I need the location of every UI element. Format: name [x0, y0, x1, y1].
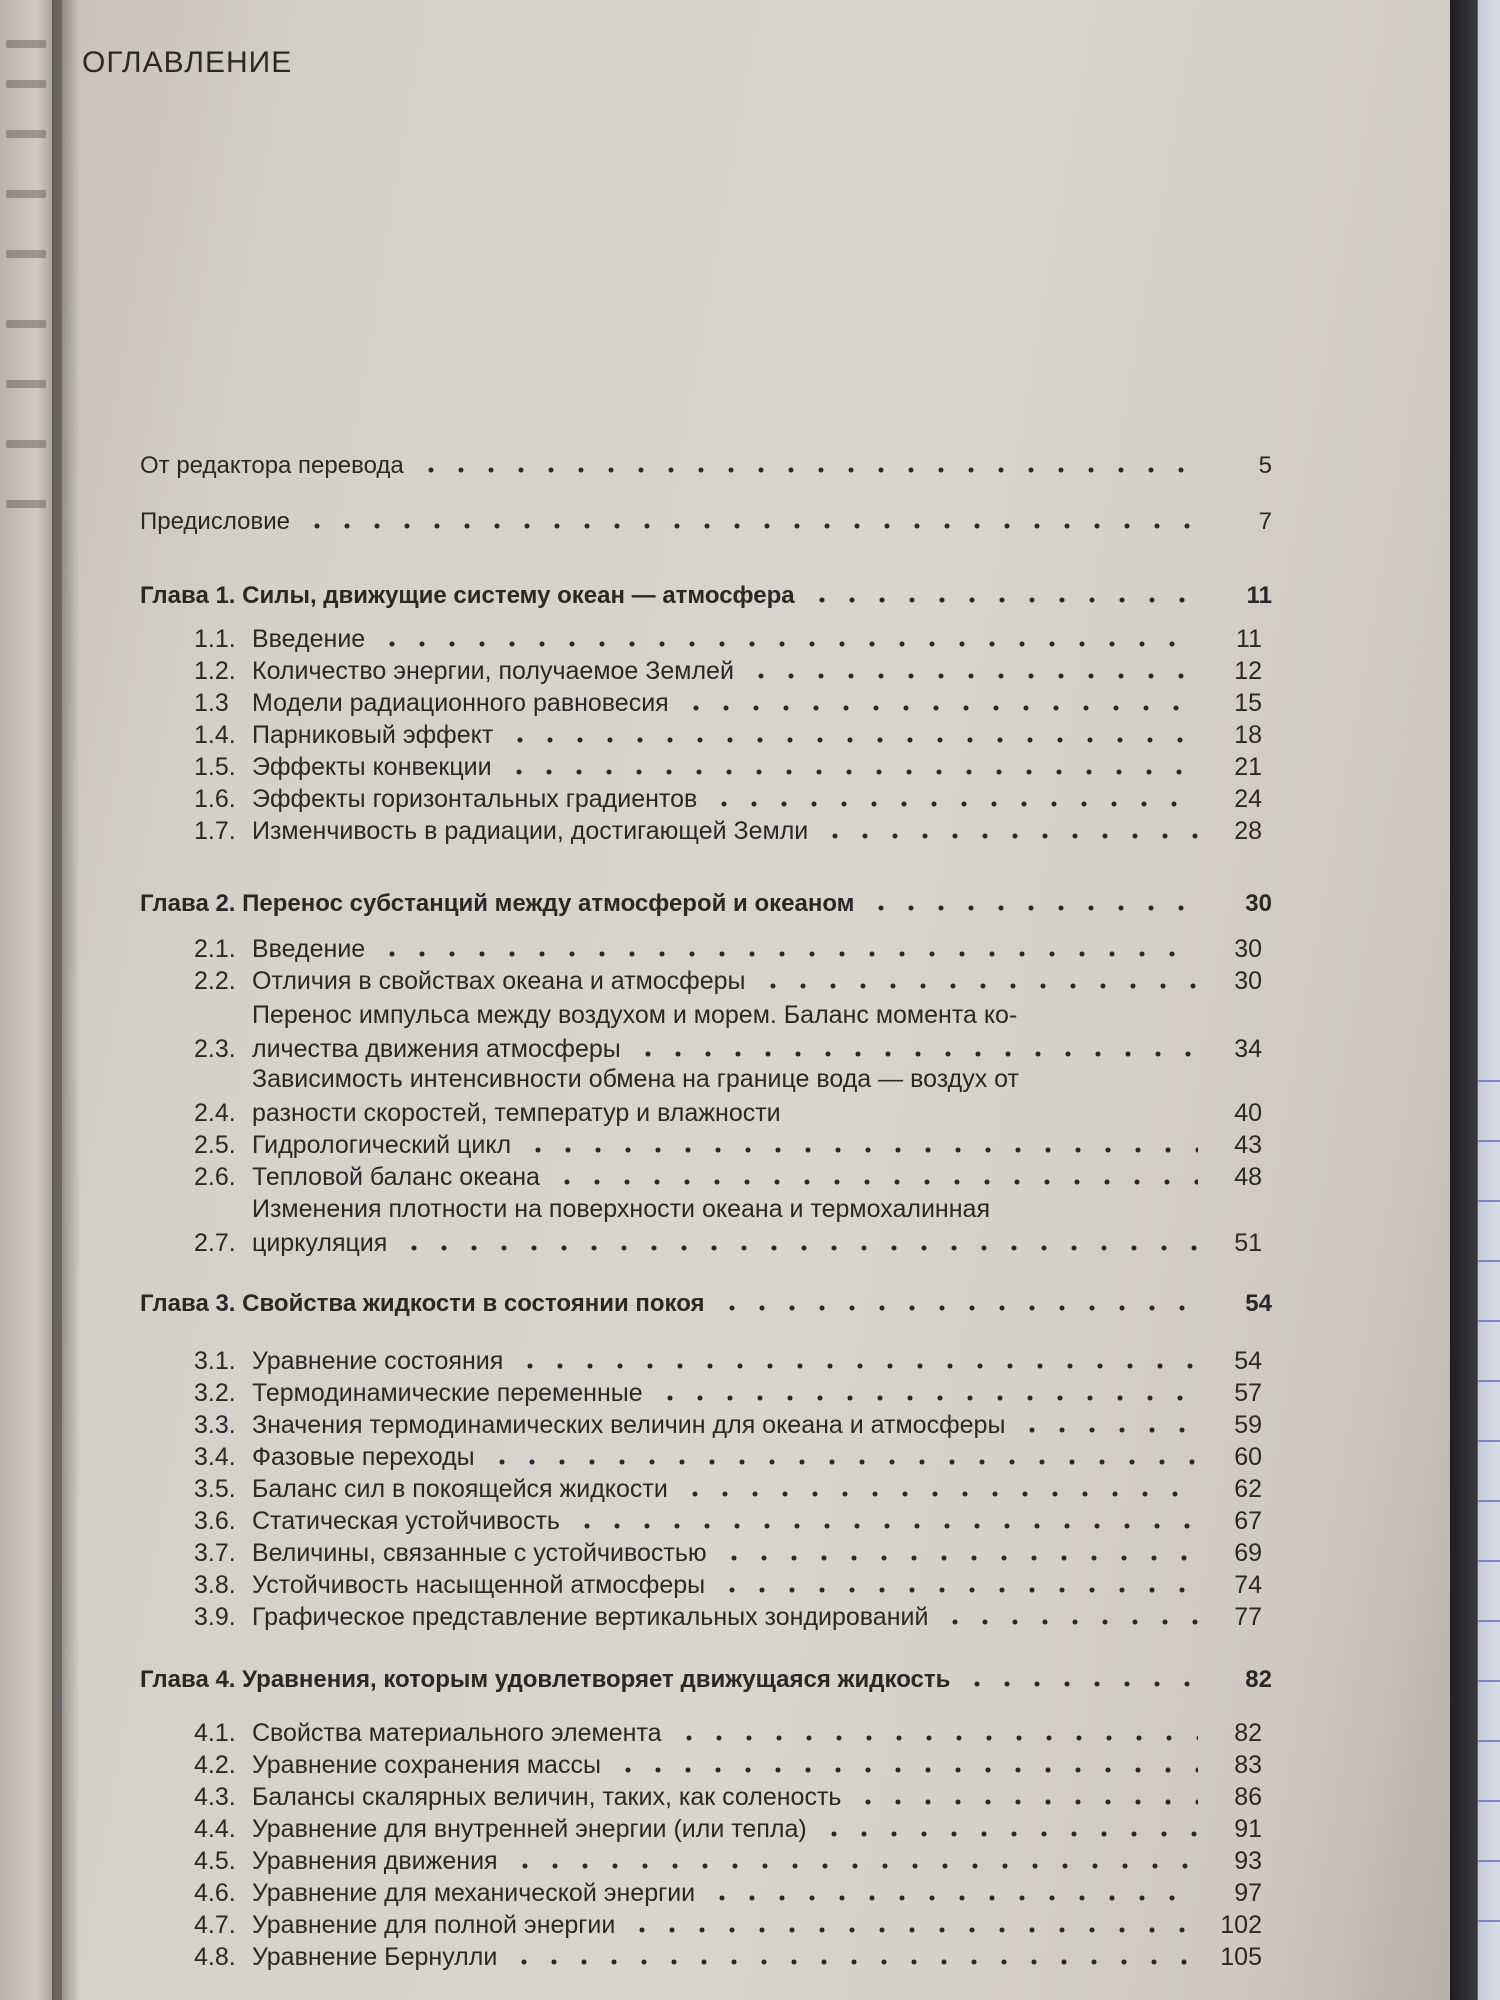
toc-section-4-2[interactable]	[194, 1746, 1262, 1780]
page-number: 97	[1234, 1879, 1262, 1907]
dot-leader	[807, 596, 1208, 604]
section-number: 4.7.	[194, 1911, 236, 1939]
chapter-title: Глава 1. Силы, движущие систему океан — атмосфера	[140, 582, 795, 609]
page-number: 18	[1234, 721, 1262, 749]
toc-section-1-1[interactable]	[194, 620, 1262, 654]
spine-shadow	[52, 0, 80, 2000]
section-number: 3.6.	[194, 1507, 236, 1535]
page-number: 54	[1234, 1347, 1262, 1375]
section-number: 2.5.	[194, 1131, 236, 1159]
toc-section-2-4[interactable]	[194, 1060, 1262, 1128]
dot-leader	[853, 1798, 1198, 1806]
toc-section-3-5[interactable]	[194, 1470, 1262, 1504]
dot-leader	[655, 1394, 1198, 1402]
page-number: 11	[1246, 582, 1272, 609]
section-number: 1.5.	[194, 753, 236, 781]
entry-title: Устойчивость насыщенной атмосферы	[252, 1571, 706, 1599]
section-number: 1.7.	[194, 817, 236, 845]
dot-leader	[523, 1146, 1198, 1154]
entry-title: Изменчивость в радиации, достигающей Земли	[252, 817, 809, 845]
page-number: 28	[1234, 817, 1262, 845]
entry-title: разности скоростей, температур и влажности	[252, 1099, 781, 1127]
section-number: 4.3.	[194, 1783, 236, 1811]
dot-leader	[709, 800, 1198, 808]
toc-section-3-7[interactable]	[194, 1534, 1262, 1568]
entry-title: Статическая устойчивость	[252, 1507, 560, 1535]
toc-section-4-5[interactable]	[194, 1842, 1262, 1876]
page-number: 82	[1234, 1719, 1262, 1747]
toc-section-2-2[interactable]	[194, 962, 1262, 996]
entry-title: Графическое представление вертикальных зондирований	[252, 1603, 929, 1631]
toc-chapter-4[interactable]	[140, 1660, 1272, 1694]
page-number: 62	[1234, 1475, 1262, 1503]
toc-section-3-4[interactable]	[194, 1438, 1262, 1472]
dot-leader	[487, 1458, 1198, 1466]
dot-leader	[1017, 1426, 1198, 1434]
entry-title: Уравнение для внутренней энергии (или тепла)	[252, 1815, 807, 1843]
section-number: 3.5.	[194, 1475, 236, 1503]
page-number: 93	[1234, 1847, 1262, 1875]
page-number: 51	[1234, 1229, 1262, 1257]
entry-title: Уравнения движения	[252, 1847, 498, 1875]
section-number: 3.9.	[194, 1603, 236, 1631]
page-number: 5	[1258, 452, 1272, 479]
entry-title: Отличия в свойствах океана и атмосферы	[252, 967, 746, 995]
toc-section-3-3[interactable]	[194, 1406, 1262, 1440]
dot-leader	[866, 904, 1208, 912]
page-number: 91	[1234, 1815, 1262, 1843]
section-number: 4.4.	[194, 1815, 236, 1843]
dot-leader	[681, 704, 1198, 712]
toc-section-4-8[interactable]	[194, 1938, 1262, 1972]
dot-leader	[746, 672, 1198, 680]
dot-leader	[674, 1734, 1198, 1742]
chapter-title: Глава 4. Уравнения, которым удовлетворяет движущаяся жидкость	[140, 1666, 951, 1693]
toc-section-4-7[interactable]	[194, 1906, 1262, 1940]
entry-title: Эффекты конвекции	[252, 753, 492, 781]
section-number: 3.1.	[194, 1347, 236, 1375]
entry-title: Уравнение Бернулли	[252, 1943, 498, 1971]
dot-leader	[717, 1304, 1208, 1312]
page-number: 30	[1234, 967, 1262, 995]
section-number: 2.7.	[194, 1229, 236, 1257]
page-number: 105	[1220, 1943, 1262, 1971]
dot-leader	[940, 1618, 1198, 1626]
dot-leader	[510, 1862, 1198, 1870]
section-number: 4.6.	[194, 1879, 236, 1907]
section-number: 3.7.	[194, 1539, 236, 1567]
toc-section-1-4[interactable]	[194, 716, 1262, 750]
entry-title: Балансы скалярных величин, таких, как соленость	[252, 1783, 842, 1811]
section-number: 1.4.	[194, 721, 236, 749]
page-number: 11	[1236, 625, 1262, 653]
page-number: 54	[1245, 1290, 1272, 1317]
section-number: 1.3	[194, 689, 229, 717]
entry-title: Уравнение для механической энергии	[252, 1879, 696, 1907]
toc-section-3-9[interactable]	[194, 1598, 1262, 1632]
page-number: 59	[1234, 1411, 1262, 1439]
page-number: 57	[1234, 1379, 1262, 1407]
dot-leader	[399, 1244, 1198, 1252]
page-number: 21	[1234, 753, 1262, 781]
toc-section-1-5[interactable]	[194, 748, 1262, 782]
toc-section-1-6[interactable]	[194, 780, 1262, 814]
notebook-edge	[1450, 0, 1500, 2000]
toc-section-4-6[interactable]	[194, 1874, 1262, 1908]
dot-leader	[509, 1958, 1198, 1966]
toc-section-2-1[interactable]	[194, 930, 1262, 964]
entry-title: Значения термодинамических величин для океана и атмосферы	[252, 1411, 1006, 1439]
dot-leader	[613, 1766, 1198, 1774]
page-number: 30	[1245, 890, 1272, 917]
toc-entry-editor-preface[interactable]	[140, 446, 1272, 480]
dot-leader	[707, 1894, 1198, 1902]
page-number: 77	[1234, 1603, 1262, 1631]
dot-leader	[552, 1178, 1198, 1186]
dot-leader	[416, 466, 1208, 474]
entry-title: От редактора перевода	[140, 452, 404, 479]
section-number: 1.6.	[194, 785, 236, 813]
dot-leader	[633, 1050, 1198, 1058]
entry-title: Свойства материального элемента	[252, 1719, 662, 1747]
dot-leader	[377, 950, 1198, 958]
toc-section-2-3[interactable]	[194, 996, 1262, 1064]
dot-leader	[627, 1926, 1198, 1934]
page-number: 15	[1234, 689, 1262, 717]
entry-title: Уравнение сохранения массы	[252, 1751, 601, 1779]
page-number: 12	[1234, 657, 1262, 685]
dot-leader	[377, 640, 1198, 648]
section-number: 3.8.	[194, 1571, 236, 1599]
toc-section-4-4[interactable]	[194, 1810, 1262, 1844]
toc-section-3-1[interactable]	[194, 1342, 1262, 1376]
page-number: 34	[1234, 1035, 1262, 1063]
toc-chapter-2[interactable]	[140, 884, 1272, 918]
dot-leader	[819, 1830, 1198, 1838]
section-number: 1.2.	[194, 657, 236, 685]
section-number: 3.2.	[194, 1379, 236, 1407]
toc-section-3-8[interactable]	[194, 1566, 1262, 1600]
toc-section-1-2[interactable]	[194, 652, 1262, 686]
entry-title: Уравнение состояния	[252, 1347, 504, 1375]
page-number: 48	[1234, 1163, 1262, 1191]
entry-title: Модели радиационного равновесия	[252, 689, 669, 717]
page-number: 86	[1234, 1783, 1262, 1811]
section-number: 2.2.	[194, 967, 236, 995]
entry-title: Эффекты горизонтальных градиентов	[252, 785, 698, 813]
toc-section-3-2[interactable]	[194, 1374, 1262, 1408]
toc-section-2-5[interactable]	[194, 1126, 1262, 1160]
dot-leader	[758, 982, 1198, 990]
page-number: 43	[1234, 1131, 1262, 1159]
dot-leader	[505, 736, 1198, 744]
page-number: 24	[1234, 785, 1262, 813]
entry-title: Парниковый эффект	[252, 721, 494, 749]
entry-title: Баланс сил в покоящейся жидкости	[252, 1475, 668, 1503]
toc-section-4-3[interactable]	[194, 1778, 1262, 1812]
page-number: 102	[1220, 1911, 1262, 1939]
entry-title: Введение	[252, 935, 366, 963]
dot-leader	[820, 832, 1198, 840]
dot-leader	[680, 1490, 1198, 1498]
entry-title: Термодинамические переменные	[252, 1379, 643, 1407]
dot-leader	[572, 1522, 1198, 1530]
section-number: 3.4.	[194, 1443, 236, 1471]
page-title: ОГЛАВЛЕНИЕ	[82, 46, 293, 79]
toc-section-4-1[interactable]	[194, 1714, 1262, 1748]
toc-chapter-3[interactable]	[140, 1284, 1272, 1318]
page-number: 69	[1234, 1539, 1262, 1567]
dot-leader	[515, 1362, 1198, 1370]
entry-title: Уравнение для полной энергии	[252, 1911, 616, 1939]
section-number: 4.5.	[194, 1847, 236, 1875]
section-number: 1.1.	[194, 625, 236, 653]
toc-section-1-7[interactable]	[194, 812, 1262, 846]
section-number: 4.2.	[194, 1751, 236, 1779]
entry-title: Количество энергии, получаемое Землей	[252, 657, 734, 685]
section-title-line: Зависимость интенсивности обмена на границе вода — воздух от	[252, 1065, 1019, 1093]
entry-title: личества движения атмосферы	[252, 1035, 621, 1063]
section-number: 4.1.	[194, 1719, 236, 1747]
toc-section-2-6[interactable]	[194, 1158, 1262, 1192]
section-number: 2.3.	[194, 1035, 236, 1063]
entry-title: Фазовые переходы	[252, 1443, 475, 1471]
chapter-title: Глава 3. Свойства жидкости в состоянии покоя	[140, 1290, 705, 1317]
section-number: 2.6.	[194, 1163, 236, 1191]
entry-title: Величины, связанные с устойчивостью	[252, 1539, 707, 1567]
entry-title: Предисловие	[140, 508, 290, 535]
page-number: 67	[1234, 1507, 1262, 1535]
page-number: 82	[1245, 1666, 1272, 1693]
toc-chapter-1[interactable]	[140, 576, 1272, 610]
toc-section-3-6[interactable]	[194, 1502, 1262, 1536]
page-number: 30	[1234, 935, 1262, 963]
section-number: 2.1.	[194, 935, 236, 963]
dot-leader	[302, 522, 1208, 530]
dot-leader	[962, 1680, 1208, 1688]
dot-leader	[719, 1554, 1198, 1562]
page-number: 74	[1234, 1571, 1262, 1599]
page-number: 7	[1258, 508, 1272, 535]
chapter-title: Глава 2. Перенос субстанций между атмосферой и океаном	[140, 890, 855, 917]
dot-leader	[504, 768, 1198, 776]
section-title-line: Перенос импульса между воздухом и морем. Баланс момента ко-	[252, 1001, 1018, 1029]
entry-title: Тепловой баланс океана	[252, 1163, 540, 1191]
section-title-line: Изменения плотности на поверхности океана и термохалинная	[252, 1195, 990, 1223]
dot-leader	[717, 1586, 1198, 1594]
toc-section-1-3[interactable]	[194, 684, 1262, 718]
page-number: 83	[1234, 1751, 1262, 1779]
toc-entry-preface[interactable]	[140, 502, 1272, 536]
page-number: 40	[1234, 1099, 1262, 1127]
toc-section-2-7[interactable]	[194, 1190, 1262, 1258]
section-number: 3.3.	[194, 1411, 236, 1439]
entry-title: Гидрологический цикл	[252, 1131, 512, 1159]
entry-title: Введение	[252, 625, 366, 653]
entry-title: циркуляция	[252, 1229, 388, 1257]
page-number: 60	[1234, 1443, 1262, 1471]
section-number: 2.4.	[194, 1099, 236, 1127]
section-number: 4.8.	[194, 1943, 236, 1971]
